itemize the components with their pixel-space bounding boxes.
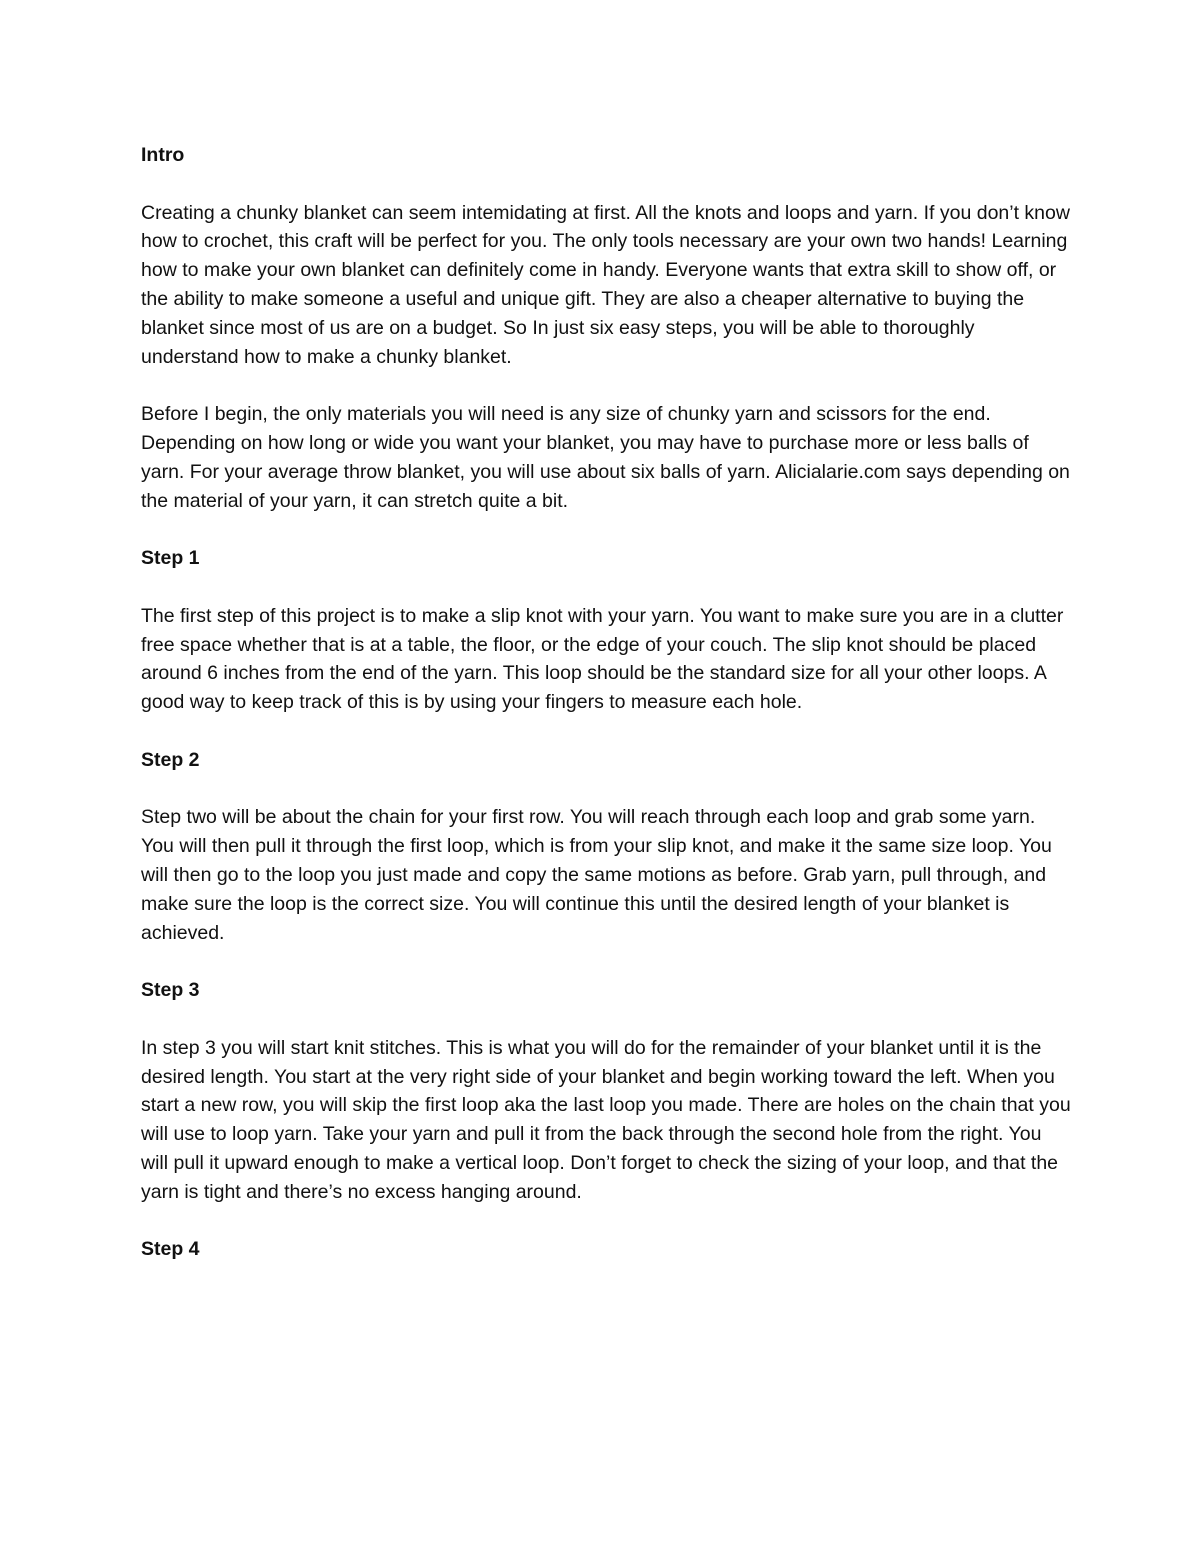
- section-heading-step-1: Step 1: [141, 547, 200, 570]
- step-3-paragraph: In step 3 you will start knit stitches. This is what you will do for the remainder of your blanket until it is the desired length. You start at the very right side of your blanket and begin working toward the left. When you start a new row, you will skip the first loop aka the last loop you made. There are holes on the chain that you will use to loop yarn. Take your yarn and pull it from the back through the second hole from the right. You will pull it upward enough to make a vertical loop. Don’t forget to check the sizing of your loop, and that the yarn is tight and there’s no excess hanging around.: [141, 1036, 1071, 1203]
- section-heading-step-4: Step 4: [141, 1238, 200, 1261]
- section-heading-step-2: Step 2: [141, 748, 200, 771]
- document-body: [141, 141, 1071, 1293]
- step-2-paragraph: Step two will be about the chain for your first row. You will reach through each loop and grab some yarn. You will then pull it through the first loop, which is from your slip knot, and make it the same size loop. You will then go to the loop you just made and copy the same motions as before. Grab yarn, pull through, and make sure the loop is the correct size. You will continue this until the desired length of your blanket is achieved.: [141, 806, 1052, 944]
- section-heading-step-3: Step 3: [141, 979, 200, 1002]
- intro-paragraph-2: Before I begin, the only materials you will need is any size of chunky yarn and scissors for the end. Depending on how long or wide you want your blanket, you may have to purchase more or less balls of yarn. For your average throw blanket, you will use about six balls of yarn. Alicialarie.com says depending on the material of your yarn, it can stretch quite a bit.: [141, 403, 1070, 512]
- intro-paragraph-1: Creating a chunky blanket can seem intemidating at first. All the knots and loops and yarn. If you don’t know how to crochet, this craft will be perfect for you. The only tools necessary are your own two hands! Learning how to make your own blanket can definitely come in handy. Everyone wants that extra skill to show off, or the ability to make someone a useful and unique gift. They are also a cheaper alternative to buying the blanket since most of us are on a budget. So In just six easy steps, you will be able to thoroughly understand how to make a chunky blanket.: [141, 201, 1070, 368]
- section-heading-intro: Intro: [141, 144, 185, 166]
- step-1-paragraph: The first step of this project is to make a slip knot with your yarn. You want to make sure you are in a clutter free space whether that is at a table, the floor, or the edge of your couch. The slip knot should be placed around 6 inches from the end of the yarn. This loop should be the standard size for all your other loops. A good way to keep track of this is by using your fingers to measure each hole.: [141, 604, 1064, 714]
